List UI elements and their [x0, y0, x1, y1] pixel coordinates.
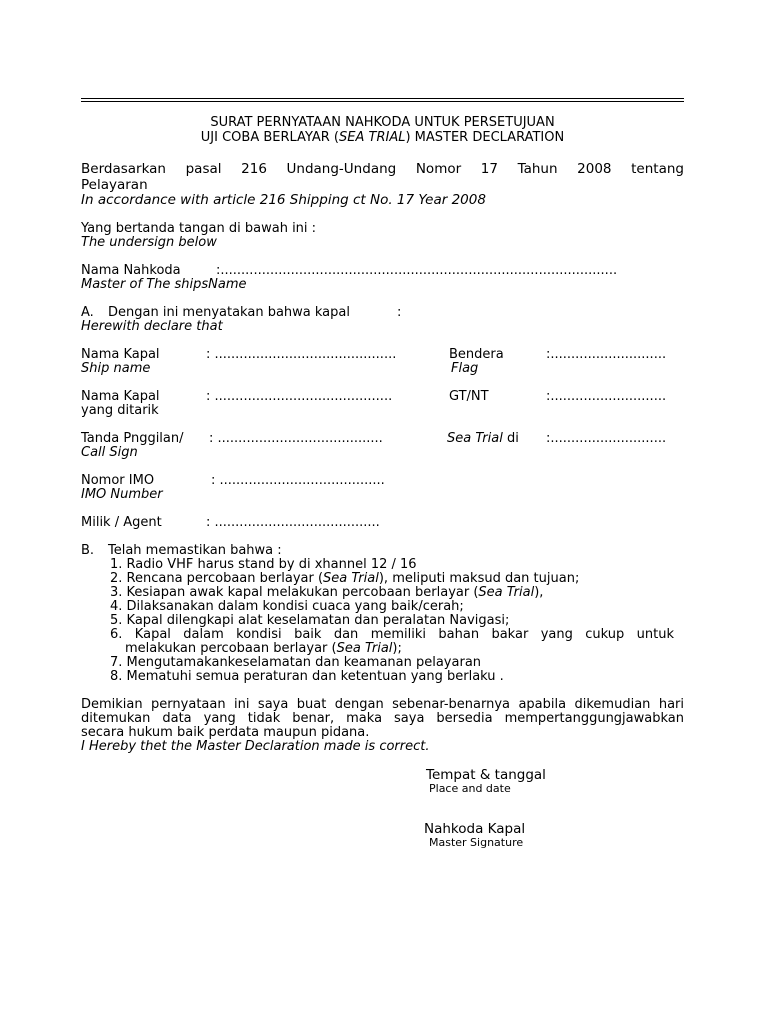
section-b-letter: B.: [81, 543, 95, 558]
title-line-1: SURAT PERNYATAAN NAHKODA UNTUK PERSETUJUAN: [210, 115, 555, 130]
basis-line-2: Pelayaran: [81, 177, 148, 193]
gt-nt-label: GT/NT: [449, 389, 489, 404]
list-item: 2. Rencana percobaan berlayar (Sea Trial), meliputi maksud dan tujuan;: [110, 571, 580, 586]
place-date-english: Place and date: [429, 782, 511, 795]
call-sign-label: Tanda Pnggilan/: [81, 431, 184, 446]
call-sign-field[interactable]: : ........................................: [209, 431, 383, 446]
list-item-continuation: melakukan percobaan berlayar (Sea Trial);: [125, 641, 402, 656]
master-name-field[interactable]: :................................................................................................: [216, 263, 618, 278]
captain-signature-english: Master Signature: [429, 836, 524, 849]
header-rule-bottom: [81, 101, 684, 102]
basis-line-1: Berdasarkan pasal 216 Undang-Undang Nomor 17 Tahun 2008 tentang: [81, 161, 684, 177]
undersigned-label: Yang bertanda tangan di bawah ini :: [81, 221, 317, 236]
master-name-label: Nama Nahkoda: [81, 263, 181, 278]
towed-ship-field[interactable]: : ...........................................: [206, 389, 393, 404]
flag-field[interactable]: :............................: [546, 347, 667, 362]
master-name-english: Master of The shipsName: [81, 277, 247, 292]
list-item: 8. Mematuhi semua peraturan dan ketentuan yang berlaku .: [110, 669, 504, 684]
ship-name-english: Ship name: [81, 361, 151, 376]
closing-line-3: secara hukum baik perdata maupun pidana.: [81, 725, 370, 740]
owner-field[interactable]: : ........................................: [206, 515, 380, 530]
towed-ship-label: Nama Kapal: [81, 389, 160, 404]
header-rule-top: [81, 98, 684, 99]
towed-ship-label-2: yang ditarik: [81, 403, 159, 418]
sea-trial-location-field[interactable]: :............................: [546, 431, 667, 446]
flag-label: Bendera: [449, 347, 504, 362]
closing-line-1: Demikian pernyataan ini saya buat dengan sebenar-benarnya apabila dikemudian hari: [81, 697, 684, 712]
call-sign-english: Call Sign: [81, 445, 138, 460]
title-line-2: UJI COBA BERLAYAR (SEA TRIAL) MASTER DECLARATION: [200, 130, 565, 145]
closing-line-2: ditemukan data yang tidak benar, maka saya bersedia mempertanggungjawabkan: [81, 711, 684, 726]
owner-label: Milik / Agent: [81, 515, 162, 530]
section-a-letter: A.: [81, 305, 94, 320]
section-a-english: Herewith declare that: [81, 319, 223, 334]
list-item: 3. Kesiapan awak kapal melakukan percobaan berlayar (Sea Trial),: [110, 585, 544, 600]
gt-nt-field[interactable]: :............................: [546, 389, 667, 404]
imo-english: IMO Number: [81, 487, 163, 502]
sea-trial-location-label: Sea Trial di: [447, 431, 519, 446]
list-item: 1. Radio VHF harus stand by di xhannel 12 / 16: [110, 557, 417, 572]
undersigned-english: The undersign below: [81, 235, 217, 250]
captain-label: Nahkoda Kapal: [424, 821, 526, 837]
closing-english: I Hereby thet the Master Declaration made is correct.: [81, 739, 430, 754]
list-item: 4. Dilaksanakan dalam kondisi cuaca yang baik/cerah;: [110, 599, 464, 614]
section-b-list: [110, 558, 684, 684]
basis-english: In accordance with article 216 Shipping ct No. 17 Year 2008: [81, 192, 486, 208]
section-a-label: Dengan ini menyatakan bahwa kapal: [108, 305, 350, 320]
place-date-label: Tempat & tanggal: [426, 767, 546, 783]
imo-field[interactable]: : ........................................: [211, 473, 385, 488]
ship-name-label: Nama Kapal: [81, 347, 160, 362]
section-a-colon: :: [397, 305, 402, 320]
imo-label: Nomor IMO: [81, 473, 155, 488]
ship-name-field[interactable]: : ............................................: [206, 347, 397, 362]
flag-english: Flag: [451, 361, 479, 376]
list-item: 6. Kapal dalam kondisi baik dan memiliki bahan bakar yang cukup untuk: [110, 627, 674, 642]
section-b-label: Telah memastikan bahwa :: [108, 543, 282, 558]
list-item: 7. Mengutamakankeselamatan dan keamanan pelayaran: [110, 655, 482, 670]
list-item: 5. Kapal dilengkapi alat keselamatan dan peralatan Navigasi;: [110, 613, 510, 628]
